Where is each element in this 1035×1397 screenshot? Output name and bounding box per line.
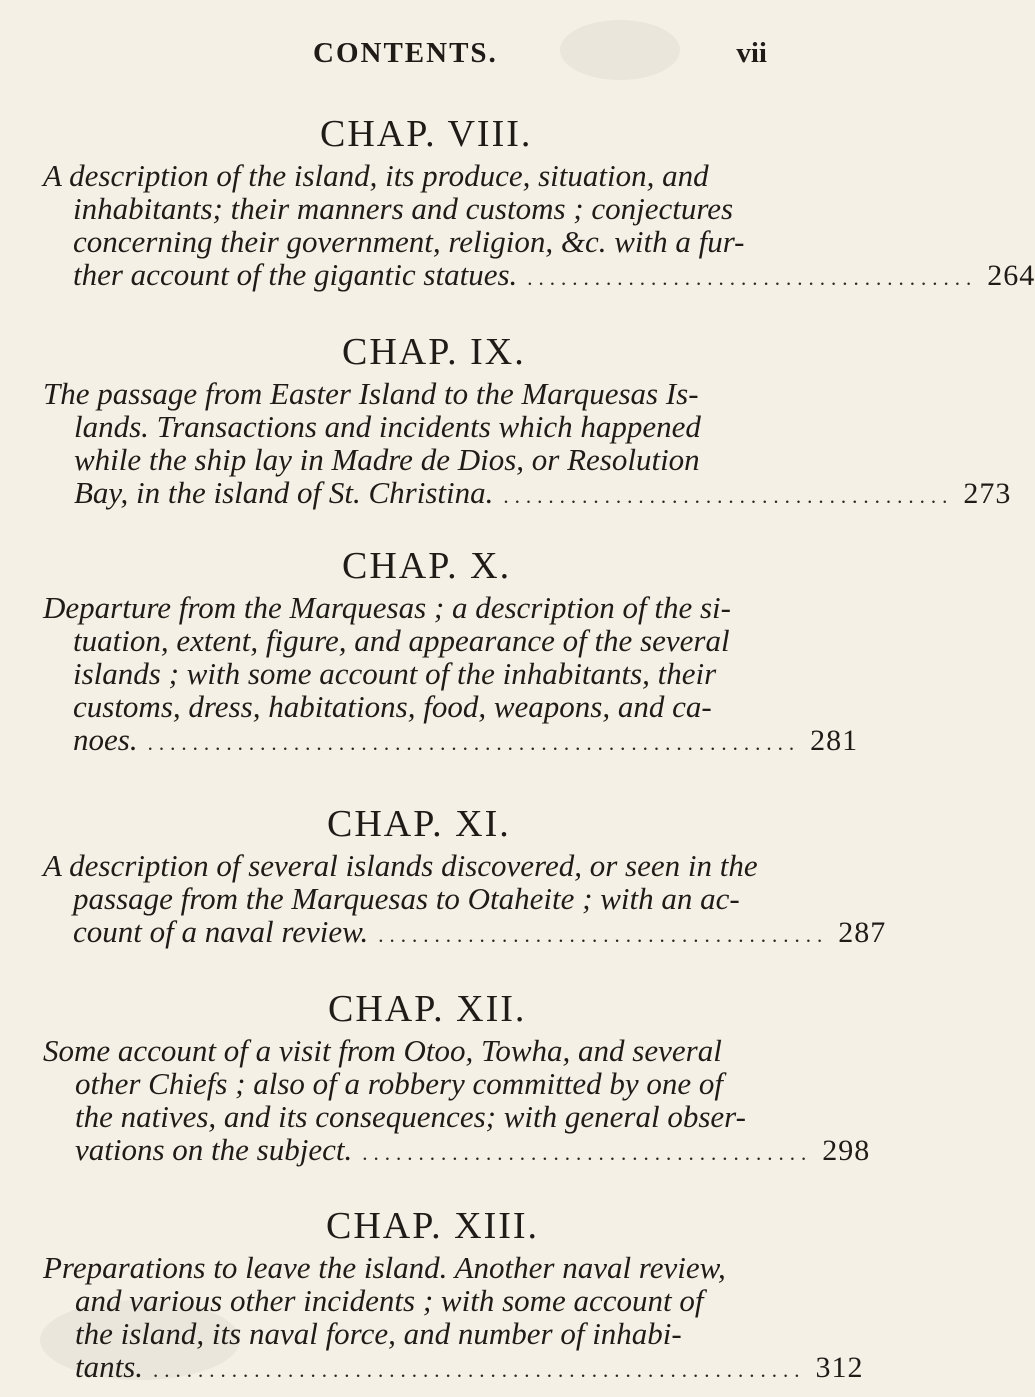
dot-leader: ........................................ [362,1141,813,1165]
chapter-title: CHAP. VIII. [320,113,533,155]
description-line: Preparations to leave the island. Another naval review, [43,1250,726,1285]
chapter-entry-8 [0,113,1035,292]
description-line-with-page [0,722,859,757]
description-line: ther account of the gigantic statues. [73,257,518,292]
chapter-entry-9 [0,331,1012,510]
description-line: lands. Transactions and incidents which happened [74,409,701,444]
description-line: the natives, and its consequences; with general obser- [75,1099,746,1134]
description-line-with-page [0,1349,864,1384]
chapter-description [0,848,887,949]
page-number: vii [736,37,767,69]
chapter-entry-10 [0,545,859,757]
description-line: inhabitants; their manners and customs ; conjectures [73,191,734,226]
dot-leader: .......................................................... [153,1358,806,1382]
description-line: A description of the island, its produce, situation, and [43,158,709,193]
description-line: the island, its naval force, and number of inhabi- [75,1316,682,1351]
description-line: while the ship lay in Madre de Dios, or Resolution [74,442,700,477]
dot-leader: ........................................ [378,923,829,947]
chapter-description [0,1250,864,1384]
page-header [0,37,801,77]
description-line: passage from the Marquesas to Otaheite ; with an ac- [73,881,740,916]
description-line: count of a naval review. [73,914,369,949]
page-reference: 281 [810,724,859,757]
chapter-description [0,590,859,757]
description-line: Some account of a visit from Otoo, Towha, and several [43,1033,722,1068]
description-line: Departure from the Marquesas ; a description of the si- [43,590,731,625]
chapter-title: CHAP. X. [342,545,512,587]
page-reference: 287 [838,916,887,949]
chapter-title: CHAP. XIII. [326,1205,540,1247]
description-line-with-page [0,1132,871,1167]
description-line: and various other incidents ; with some account of [75,1283,704,1318]
description-line: concerning their government, religion, &c. with a fur- [73,224,745,259]
dot-leader: .......................................................... [147,731,801,755]
chapter-title: CHAP. IX. [342,331,526,373]
page-reference: 312 [815,1351,864,1384]
dot-leader: ........................................ [527,266,978,290]
chapter-description [0,1033,871,1167]
description-line: other Chiefs ; also of a robbery committed by one of [75,1066,724,1101]
description-line: islands ; with some account of the inhabitants, their [73,656,717,691]
description-line: tants. [75,1349,144,1384]
dot-leader: ........................................ [503,484,954,508]
page-reference: 298 [822,1134,871,1167]
chapter-entry-11 [0,803,887,949]
description-line-with-page [0,914,887,949]
chapter-title: CHAP. XII. [328,988,527,1030]
description-line: The passage from Easter Island to the Marquesas Is- [43,376,699,411]
chapter-description [0,376,1012,510]
description-line: customs, dress, habitations, food, weapons, and ca- [73,689,712,724]
chapter-entry-13 [0,1205,864,1384]
description-line-with-page [0,475,1012,510]
description-line: tuation, extent, figure, and appearance of the several [73,623,730,658]
description-line: A description of several islands discovered, or seen in the [43,848,758,883]
description-line: Bay, in the island of St. Christina. [74,475,494,510]
chapter-title: CHAP. XI. [327,803,511,845]
description-line-with-page [0,257,1035,292]
chapter-description [0,158,1035,292]
running-head: CONTENTS. [313,37,498,69]
page-reference: 264 [987,259,1035,292]
chapter-entry-12 [0,988,871,1167]
description-line: noes. [73,722,138,757]
description-line: vations on the subject. [75,1132,353,1167]
page-reference: 273 [963,477,1012,510]
